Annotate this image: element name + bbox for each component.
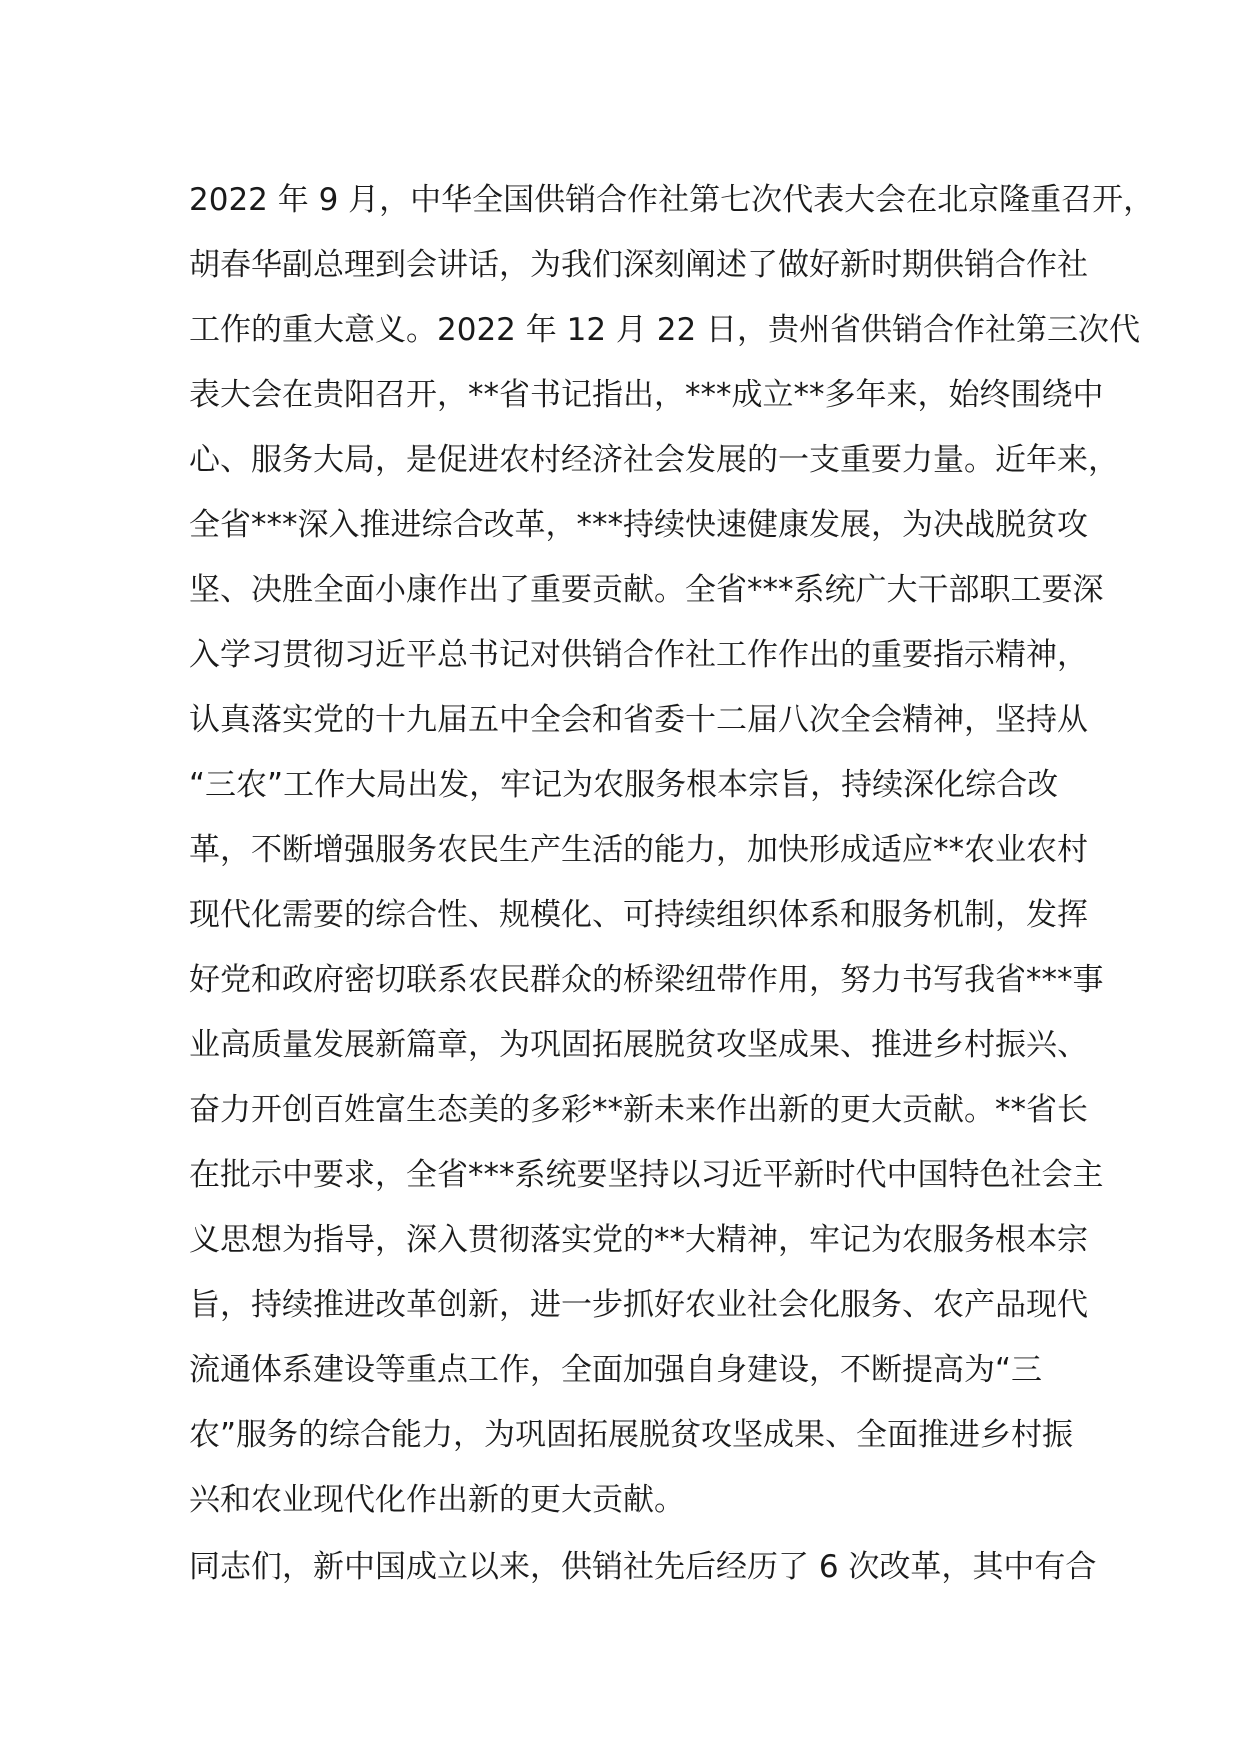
text-line: 革，不断增强服务农民生产生活的能力，加快形成适应**农业农村: [189, 832, 1088, 868]
text-line: 流通体系建设等重点工作，全面加强自身建设，不断提高为“三: [189, 1352, 1043, 1388]
text-line: 认真落实党的十九届五中全会和省委十二届八次全会精神，坚持从: [189, 702, 1088, 738]
text-line: 农”服务的综合能力，为巩固拓展脱贫攻坚成果、全面推进乡村振: [189, 1417, 1074, 1453]
text-line: 现代化需要的综合性、规模化、可持续组织体系和服务机制，发挥: [189, 897, 1088, 933]
text-line: 入学习贯彻习近平总书记对供销合作社工作作出的重要指示精神，: [189, 637, 1088, 673]
text-line: 奋力开创百姓富生态美的多彩**新未来作出新的更大贡献。**省长: [189, 1092, 1088, 1128]
text-line: 心、服务大局，是促进农村经济社会发展的一支重要力量。近年来，: [189, 442, 1119, 478]
text-line: “三农”工作大局出发，牢记为农服务根本宗旨，持续深化综合改: [189, 767, 1059, 803]
text-line: 在批示中要求，全省***系统要坚持以习近平新时代中国特色社会主: [189, 1157, 1104, 1193]
text-line: 坚、决胜全面小康作出了重要贡献。全省***系统广大干部职工要深: [189, 572, 1104, 608]
text-line: 好党和政府密切联系农民群众的桥梁纽带作用，努力书写我省***事: [189, 962, 1104, 998]
text-line: 工作的重大意义。2022 年 12 月 22 日，贵州省供销合作社第三次代: [189, 312, 1141, 348]
text-line: 全省***深入推进综合改革，***持续快速健康发展，为决战脱贫攻: [189, 507, 1088, 543]
body-text: [189, 168, 1155, 1600]
text-line: 业高质量发展新篇章，为巩固拓展脱贫攻坚成果、推进乡村振兴、: [189, 1027, 1088, 1063]
text-line: 2022 年 9 月，中华全国供销合作社第七次代表大会在北京隆重召开，: [189, 182, 1155, 218]
text-line: 胡春华副总理到会讲话，为我们深刻阐述了做好新时期供销合作社: [189, 247, 1088, 283]
text-line: 表大会在贵阳召开，**省书记指出，***成立**多年来，始终围绕中: [189, 377, 1104, 413]
text-line: 兴和农业现代化作出新的更大贡献。: [189, 1482, 685, 1518]
paragraph-1: [189, 168, 1155, 1533]
paragraph-2: [189, 1535, 1097, 1600]
text-line: 同志们，新中国成立以来，供销社先后经历了 6 次改革，其中有合: [189, 1549, 1097, 1585]
text-line: 旨，持续推进改革创新，进一步抓好农业社会化服务、农产品现代: [189, 1287, 1088, 1323]
text-line: 义思想为指导，深入贯彻落实党的**大精神，牢记为农服务根本宗: [189, 1222, 1088, 1258]
